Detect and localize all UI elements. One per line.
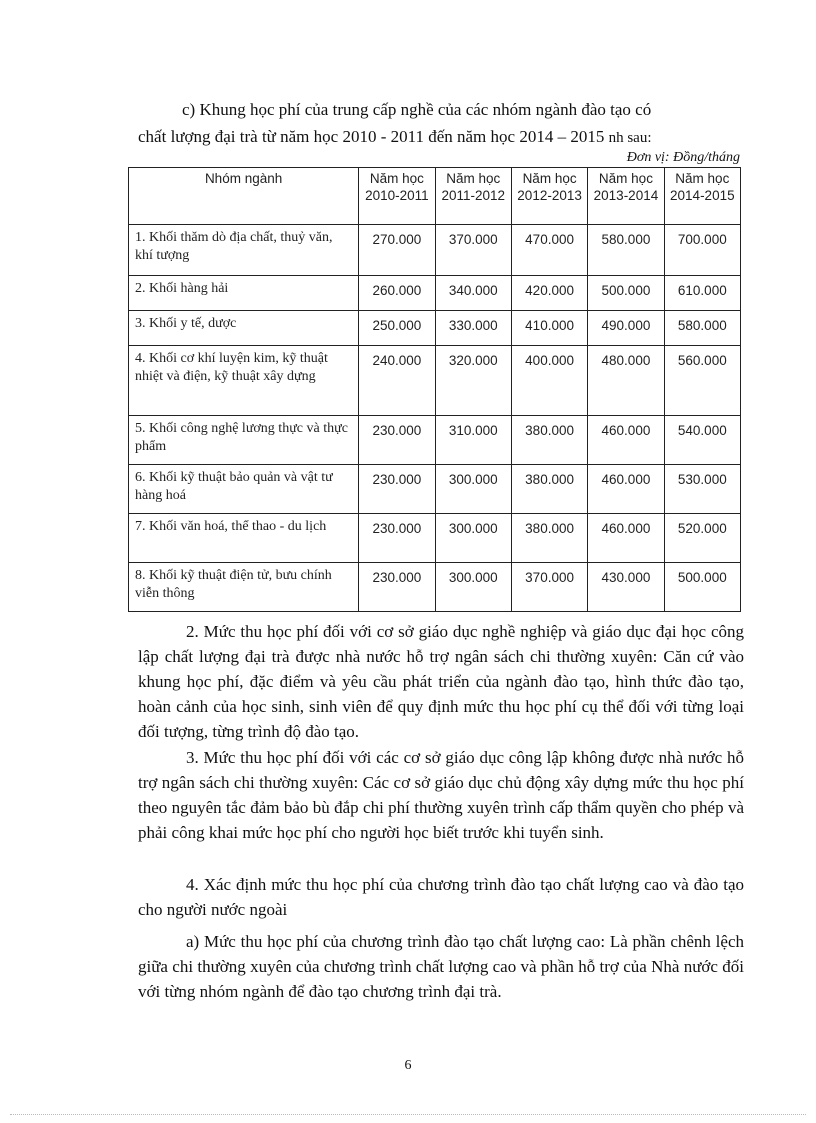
fee-cell: 320.000 [435,346,511,416]
table-row [129,514,741,563]
group-cell: 2. Khối hàng hải [129,276,359,311]
fee-cell: 270.000 [359,225,435,276]
column-header-year: Năm học 2013-2014 [588,168,664,225]
fee-cell: 300.000 [435,514,511,563]
heading-line-2-tail: nh sau: [608,130,652,146]
tuition-fee-table [128,167,741,612]
column-header-group: Nhóm ngành [129,168,359,225]
fee-cell: 310.000 [435,416,511,465]
fee-cell: 240.000 [359,346,435,416]
paragraph [138,872,744,922]
fee-cell: 230.000 [359,465,435,514]
table-row [129,346,741,416]
group-cell: 7. Khối văn hoá, thể thao - du lịch [129,514,359,563]
fee-cell: 540.000 [664,416,740,465]
paragraph-text: 3. Mức thu học phí đối với các cơ sở giáo dục công lập không được nhà nước hỗ trợ ngân sách chi thường xuyên: Các cơ sở giáo dục chủ động xây dựng mức thu học phí theo nguyên tắc đảm bảo bù đắp chi phí thường xuyên trình cấp thẩm quyền cho phép và phải công khai mức học phí cho người học biết trước khi tuyển sinh. [138,748,744,842]
page-bottom-divider [10,1114,806,1115]
column-header-year: Năm học 2011-2012 [435,168,511,225]
table-row [129,563,741,612]
paragraph-text: 4. Xác định mức thu học phí của chương trình đào tạo chất lượng cao và đào tạo cho người nước ngoài [138,875,744,919]
group-cell: 6. Khối kỹ thuật bảo quản và vật tư hàng hoá [129,465,359,514]
fee-cell: 370.000 [511,563,587,612]
unit-label: Đơn vị: Đồng/tháng [626,150,740,165]
table-row [129,276,741,311]
table-header-row [129,168,741,225]
fee-cell: 500.000 [588,276,664,311]
group-cell: 8. Khối kỹ thuật điện tử, bưu chính viễn thông [129,563,359,612]
fee-cell: 580.000 [588,225,664,276]
fee-cell: 580.000 [664,311,740,346]
section-heading [138,96,744,152]
group-cell: 4. Khối cơ khí luyện kim, kỹ thuật nhiệt và điện, kỹ thuật xây dựng [129,346,359,416]
fee-cell: 490.000 [588,311,664,346]
fee-cell: 370.000 [435,225,511,276]
paragraph-text: a) Mức thu học phí của chương trình đào tạo chất lượng cao: Là phần chênh lệch giữa chi thường xuyên của chương trình chất lượng cao và phần hỗ trợ của Nhà nước đối với từng nhóm ngành để đào tạo chương trình đại trà. [138,932,744,1001]
fee-cell: 380.000 [511,465,587,514]
fee-cell: 300.000 [435,563,511,612]
heading-line-1: c) Khung học phí của trung cấp nghề của các nhóm ngành đào tạo có [182,100,652,119]
table-row [129,311,741,346]
fee-cell: 480.000 [588,346,664,416]
paragraph-text: 2. Mức thu học phí đối với cơ sở giáo dục nghề nghiệp và giáo dục đại học công lập chất lượng đại trà được nhà nước hỗ trợ ngân sách chi thường xuyên: Căn cứ vào khung học phí, đặc điểm và yêu cầu phát triển của ngành đào tạo, hình thức đào tạo, hoàn cảnh của học sinh, sinh viên để quy định mức thu học phí cụ thể đối với từng loại đối tượng, từng trình độ đào tạo. [138,622,744,741]
fee-cell: 700.000 [664,225,740,276]
fee-cell: 520.000 [664,514,740,563]
fee-cell: 330.000 [435,311,511,346]
fee-cell: 230.000 [359,563,435,612]
table-row [129,416,741,465]
table-row [129,225,741,276]
group-cell: 3. Khối y tế, dược [129,311,359,346]
column-header-year: Năm học 2014-2015 [664,168,740,225]
fee-cell: 420.000 [511,276,587,311]
fee-cell: 460.000 [588,416,664,465]
fee-cell: 260.000 [359,276,435,311]
paragraph [138,619,744,744]
fee-cell: 230.000 [359,514,435,563]
fee-cell: 460.000 [588,465,664,514]
column-header-year: Năm học 2012-2013 [511,168,587,225]
page-number: 6 [404,1058,412,1073]
group-cell: 1. Khối thăm dò địa chất, thuỷ văn, khí tượng [129,225,359,276]
heading-line-2: chất lượng đại trà từ năm học 2010 - 2011 đến năm học 2014 – 2015 [138,127,605,146]
fee-cell: 470.000 [511,225,587,276]
fee-cell: 460.000 [588,514,664,563]
fee-cell: 250.000 [359,311,435,346]
group-cell: 5. Khối công nghệ lương thực và thực phẩm [129,416,359,465]
fee-cell: 430.000 [588,563,664,612]
fee-cell: 500.000 [664,563,740,612]
fee-cell: 410.000 [511,311,587,346]
column-header-year: Năm học 2010-2011 [359,168,435,225]
fee-cell: 380.000 [511,416,587,465]
fee-cell: 400.000 [511,346,587,416]
fee-cell: 230.000 [359,416,435,465]
fee-cell: 610.000 [664,276,740,311]
fee-cell: 300.000 [435,465,511,514]
fee-cell: 560.000 [664,346,740,416]
table-row [129,465,741,514]
fee-cell: 380.000 [511,514,587,563]
paragraph [138,745,744,845]
fee-cell: 340.000 [435,276,511,311]
fee-cell: 530.000 [664,465,740,514]
paragraph [138,929,744,1004]
